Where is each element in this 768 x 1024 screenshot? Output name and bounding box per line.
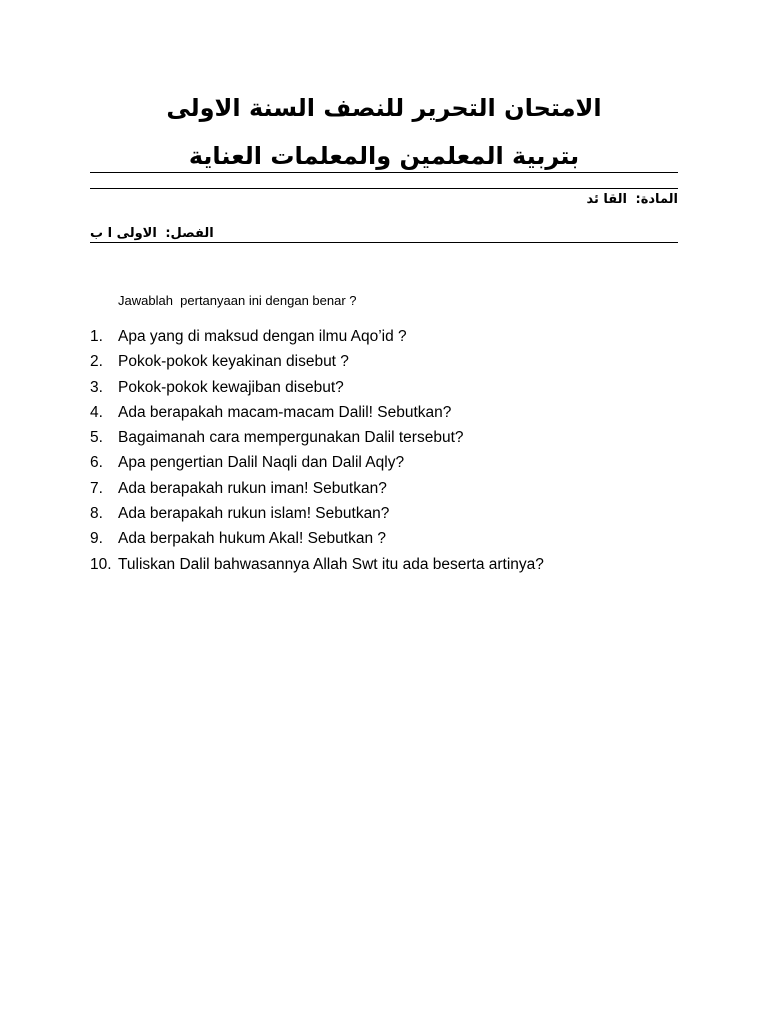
question-text: Ada berapakah rukun islam! Sebutkan? (118, 505, 390, 523)
question-item (90, 427, 690, 452)
question-item (90, 554, 690, 579)
question-list (90, 326, 690, 579)
question-text: Ada berapakah macam-macam Dalil! Sebutkan? (118, 403, 452, 421)
question-number: 2. (90, 353, 103, 371)
question-number: 3. (90, 378, 103, 396)
question-item (90, 452, 690, 477)
question-number: 9. (90, 530, 103, 548)
question-number: 6. (90, 454, 103, 472)
question-text: Apa yang di maksud dengan ilmu Aqo’id ? (118, 328, 407, 345)
question-text: Bagaimanah cara mempergunakan Dalil tersebut? (118, 429, 464, 447)
question-number: 5. (90, 429, 103, 447)
exam-title: الامتحان التحرير للنصف السنة الاولى (166, 94, 602, 122)
question-item (90, 351, 690, 376)
question-item (90, 478, 690, 503)
question-number: 10. (90, 555, 112, 573)
question-item (90, 326, 690, 351)
question-text: Ada berapakah rukun iman! Sebutkan? (118, 479, 387, 497)
divider-line (90, 242, 678, 243)
subject-line (90, 191, 678, 209)
exam-subtitle: بتربية المعلمين والمعلمات العناية (188, 142, 580, 170)
question-text: Ada berpakah hukum Akal! Sebutkan ? (118, 530, 386, 548)
class-label: الفصل: (165, 226, 214, 241)
question-number: 4. (90, 403, 103, 421)
question-item (90, 402, 690, 427)
question-item (90, 377, 690, 402)
question-item (90, 528, 690, 553)
question-number: 7. (90, 479, 103, 497)
subject-label: المادة: (635, 192, 678, 207)
question-item (90, 503, 690, 528)
subject-value: القا ئد (586, 192, 627, 207)
class-value: الاولى ا ب (90, 226, 157, 241)
class-line (90, 225, 678, 243)
question-text: Pokok-pokok keyakinan disebut ? (118, 353, 349, 371)
instruction-text: Jawablah pertanyaan ini dengan benar ? (118, 293, 357, 308)
divider-line (90, 188, 678, 189)
question-number: 8. (90, 505, 103, 523)
divider-line (90, 172, 678, 173)
question-text: Apa pengertian Dalil Naqli dan Dalil Aqly? (118, 454, 405, 472)
question-text: Pokok-pokok kewajiban disebut? (118, 378, 344, 396)
question-text: Tuliskan Dalil bahwasannya Allah Swt itu ada beserta artinya? (118, 555, 544, 573)
question-number: 1. (90, 328, 103, 345)
